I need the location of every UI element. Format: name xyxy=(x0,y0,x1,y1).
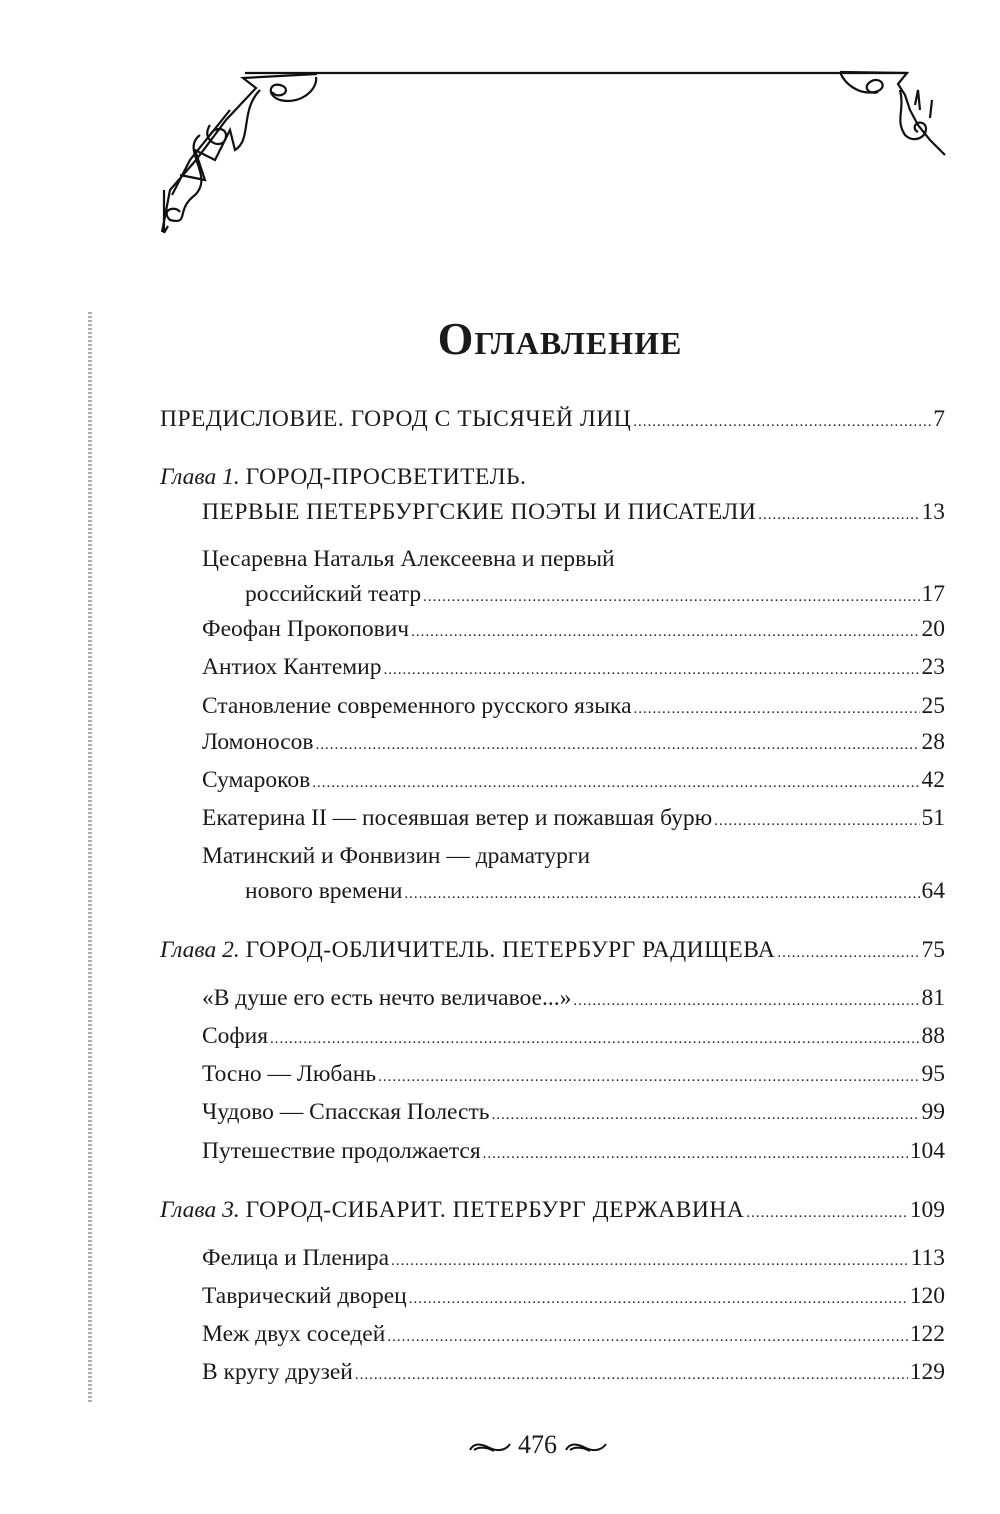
toc-subentry xyxy=(160,1279,945,1317)
dot-leader xyxy=(633,405,931,440)
toc-line xyxy=(160,1134,945,1172)
dot-leader xyxy=(634,692,920,727)
entry-title: Антиох Кантемир xyxy=(202,654,382,680)
toc-subentry xyxy=(160,612,945,650)
dot-leader xyxy=(714,804,919,839)
dot-leader xyxy=(404,877,919,912)
dot-leader xyxy=(777,936,919,971)
toc-subentry xyxy=(160,1241,945,1279)
toc-subentry xyxy=(160,650,945,688)
toc-subentry xyxy=(160,725,945,763)
dot-leader xyxy=(383,653,919,688)
page-ref: 20 xyxy=(921,616,945,642)
chapter-label: Глава 3. xyxy=(160,1197,240,1223)
toc-subentry xyxy=(160,1355,945,1393)
swash-left-icon xyxy=(468,1440,512,1454)
corner-ornament xyxy=(0,0,1000,250)
chapter-label: Глава 2. xyxy=(160,937,240,963)
toc-line xyxy=(160,933,945,971)
page-ref: 51 xyxy=(921,805,945,831)
entry-title: нового времени xyxy=(245,878,403,904)
dot-leader xyxy=(355,1358,908,1393)
toc-line xyxy=(160,460,945,495)
entry-title: Ломоносов xyxy=(202,729,314,755)
toc-line xyxy=(160,612,945,650)
toc-line xyxy=(160,1317,945,1355)
page-ref: 81 xyxy=(921,985,945,1011)
toc-line xyxy=(160,839,945,874)
page-number: 476 xyxy=(518,1430,557,1459)
page-ref: 28 xyxy=(921,729,945,755)
page-ref: 64 xyxy=(921,878,945,904)
toc-entry xyxy=(160,933,945,971)
page-ref: 95 xyxy=(921,1061,945,1087)
entry-title: Чудово — Спасская Полесть xyxy=(202,1099,490,1125)
dot-leader xyxy=(409,1282,908,1317)
toc-subentry xyxy=(160,839,945,912)
page-ref: 120 xyxy=(909,1283,945,1309)
toc-line xyxy=(160,1279,945,1317)
side-rule xyxy=(88,312,92,1404)
entry-title: Таврический дворец xyxy=(202,1283,407,1309)
toc-line xyxy=(160,1193,945,1231)
entry-title: Меж двух соседей xyxy=(202,1321,386,1347)
toc-line xyxy=(160,495,945,533)
entry-title: ГОРОД-СИБАРИТ. ПЕТЕРБУРГ ДЕРЖАВИНА xyxy=(245,1197,745,1223)
dot-leader xyxy=(573,984,919,1019)
page-ref: 122 xyxy=(909,1321,945,1347)
entry-title: Екатерина II — посеявшая ветер и пожавшая бурю xyxy=(202,805,713,831)
dot-leader xyxy=(315,728,919,763)
dot-leader xyxy=(378,1060,919,1095)
page-footer xyxy=(0,1430,1000,1460)
page-ref: 104 xyxy=(909,1138,945,1164)
toc-line xyxy=(160,725,945,763)
dot-leader xyxy=(483,1137,908,1172)
entry-title: ПЕРВЫЕ ПЕТЕРБУРГСКИЕ ПОЭТЫ И ПИСАТЕЛИ xyxy=(202,499,757,525)
page-ref: 25 xyxy=(921,693,945,719)
entry-title: Сумароков xyxy=(202,767,311,793)
entry-title: Матинский и Фонвизин — драматурги xyxy=(202,843,591,869)
entry-title: София xyxy=(202,1023,269,1049)
page-ref: 113 xyxy=(910,1245,945,1271)
toc-subentry xyxy=(160,981,945,1019)
toc-line xyxy=(160,1057,945,1095)
toc-line xyxy=(160,981,945,1019)
dot-leader xyxy=(387,1320,907,1355)
entry-title: Становление современного русского языка xyxy=(202,693,632,719)
toc-line xyxy=(160,1355,945,1393)
toc-line xyxy=(160,577,945,615)
chapter-label: Глава 1. xyxy=(160,464,240,490)
entry-title: Цесаревна Наталья Алексеевна и первый xyxy=(202,546,615,572)
entry-title: Феофан Прокопович xyxy=(202,616,410,642)
toc-line xyxy=(160,402,945,440)
toc-line xyxy=(160,874,945,912)
dot-leader xyxy=(423,580,919,615)
entry-title: ПРЕДИСЛОВИЕ. ГОРОД С ТЫСЯЧЕЙ ЛИЦ xyxy=(160,406,632,432)
toc-line xyxy=(160,801,945,839)
toc-line xyxy=(160,1241,945,1279)
toc-line xyxy=(160,650,945,688)
entry-title: Фелица и Пленира xyxy=(202,1245,390,1271)
toc-subentry xyxy=(160,1317,945,1355)
dot-leader xyxy=(270,1022,919,1057)
dot-leader xyxy=(391,1244,909,1279)
toc-line xyxy=(160,763,945,801)
page-ref: 75 xyxy=(921,937,945,963)
entry-title: российский театр xyxy=(245,581,422,607)
toc-line xyxy=(160,1019,945,1057)
page-ref: 7 xyxy=(933,406,945,432)
dot-leader xyxy=(491,1098,919,1133)
page-ref: 17 xyxy=(921,581,945,607)
toc-subentry xyxy=(160,1095,945,1133)
page-ref: 88 xyxy=(921,1023,945,1049)
entry-title: ГОРОД-ПРОСВЕТИТЕЛЬ. xyxy=(245,464,527,490)
toc-entry xyxy=(160,1193,945,1231)
toc-subentry xyxy=(160,1019,945,1057)
entry-title: Путешествие продолжается xyxy=(202,1138,481,1164)
toc-subentry xyxy=(160,1057,945,1095)
toc-line xyxy=(160,542,945,577)
dot-leader xyxy=(746,1196,907,1231)
toc-subentry xyxy=(160,801,945,839)
page-ref: 109 xyxy=(909,1197,945,1223)
toc-line xyxy=(160,1095,945,1133)
toc-subentry xyxy=(160,689,945,727)
toc-line xyxy=(160,689,945,727)
entry-title: ГОРОД-ОБЛИЧИТЕЛЬ. ПЕТЕРБУРГ РАДИЩЕВА xyxy=(245,937,776,963)
dot-leader xyxy=(411,615,919,650)
toc-subentry xyxy=(160,1134,945,1172)
toc-subentry xyxy=(160,763,945,801)
toc-entry xyxy=(160,460,945,533)
dot-leader xyxy=(758,498,919,533)
page-ref: 13 xyxy=(921,499,945,525)
toc-subentry xyxy=(160,542,945,615)
page-title: Оглавление xyxy=(437,313,683,364)
page-ref: 23 xyxy=(921,654,945,680)
swash-right-icon xyxy=(564,1440,608,1454)
entry-title: Тосно — Любань xyxy=(202,1061,377,1087)
page-ref: 99 xyxy=(921,1099,945,1125)
page-ref: 42 xyxy=(921,767,945,793)
page-ref: 129 xyxy=(909,1359,945,1385)
entry-title: «В душе его есть нечто величавое...» xyxy=(202,985,572,1011)
entry-title: В кругу друзей xyxy=(202,1359,353,1385)
dot-leader xyxy=(312,766,919,801)
toc-entry xyxy=(160,402,945,440)
